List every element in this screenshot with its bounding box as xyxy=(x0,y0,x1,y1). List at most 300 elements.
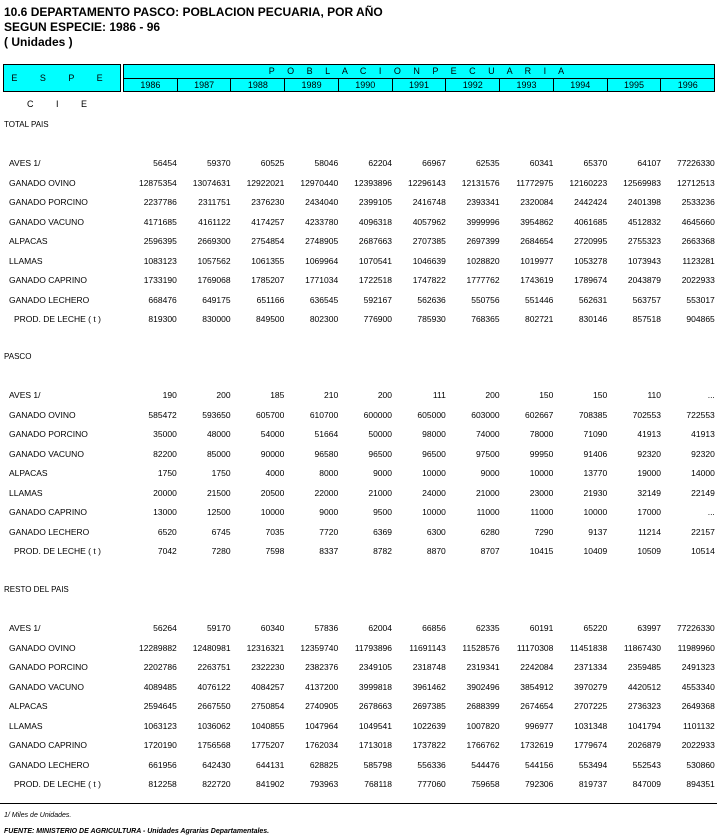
cell-value: 62335 xyxy=(475,623,500,633)
cell-value: 77226330 xyxy=(676,158,715,168)
cell-value: 2697385 xyxy=(412,701,446,711)
cell-value: 2740905 xyxy=(305,701,339,711)
year-header-1993: 1993 xyxy=(500,79,554,92)
cell-value: 12480981 xyxy=(192,642,231,653)
page-subtitle: SEGUN ESPECIE: 1986 - 96 xyxy=(4,20,161,34)
cell-value: 63997 xyxy=(637,623,661,633)
cell-value: 1756568 xyxy=(197,740,231,750)
cell-value: 9500 xyxy=(373,507,392,517)
cell-value: 59170 xyxy=(206,623,231,633)
cell-value: 6280 xyxy=(480,526,500,537)
cell-value: 59370 xyxy=(206,158,231,168)
cell-value: 3902496 xyxy=(466,681,500,692)
cell-value: 562631 xyxy=(578,294,608,305)
cell-value: 722553 xyxy=(686,409,715,420)
cell-value: 4233780 xyxy=(305,216,339,227)
cell-value: 651166 xyxy=(256,294,285,305)
cell-value: 66967 xyxy=(422,158,446,168)
table-row xyxy=(0,681,717,693)
cell-value: 3999996 xyxy=(466,216,500,227)
cell-value: 35000 xyxy=(153,429,177,439)
cell-value: 190 xyxy=(162,390,177,400)
cell-value: 2667550 xyxy=(197,701,231,711)
cell-value: 6369 xyxy=(373,526,392,537)
table-row xyxy=(0,389,717,401)
cell-value: 10409 xyxy=(583,546,608,556)
cell-value: 1722518 xyxy=(358,275,392,285)
table-row xyxy=(0,274,717,286)
cell-value: 4553340 xyxy=(681,681,715,692)
cell-value: 1031348 xyxy=(574,720,608,731)
cell-value: 97500 xyxy=(475,448,500,459)
cell-value: 7042 xyxy=(157,546,177,556)
cell-value: 11000 xyxy=(530,507,554,517)
cell-value: 1762034 xyxy=(305,740,339,750)
cell-value: 11989960 xyxy=(677,642,715,653)
cell-value: 551446 xyxy=(525,294,554,305)
cell-value: 1747822 xyxy=(412,275,446,285)
table-row xyxy=(0,642,717,654)
cell-value: 768365 xyxy=(471,314,500,324)
cell-value: 1769068 xyxy=(197,275,231,285)
cell-value: 10000 xyxy=(529,468,554,478)
year-header-1995: 1995 xyxy=(608,79,662,92)
row-label: LLAMAS xyxy=(9,720,43,731)
table-row xyxy=(0,255,717,267)
cell-value: 11691143 xyxy=(409,642,446,653)
cell-value: 1036062 xyxy=(197,720,231,731)
cell-value: 2720995 xyxy=(574,236,608,246)
cell-value: 600000 xyxy=(363,409,392,420)
cell-value: 6520 xyxy=(157,526,177,537)
cell-value: 7290 xyxy=(534,526,554,537)
row-label: AVES 1/ xyxy=(9,158,41,168)
cell-value: 12316321 xyxy=(246,642,285,653)
table-row xyxy=(0,661,717,673)
table-row xyxy=(0,467,717,479)
table-row xyxy=(0,506,717,518)
cell-value: 23000 xyxy=(529,487,554,498)
cell-value: 3970279 xyxy=(574,681,608,692)
cell-value: 1063123 xyxy=(143,720,177,731)
cell-value: 2322230 xyxy=(251,662,285,672)
cell-value: 9000 xyxy=(319,507,339,517)
cell-value: 819737 xyxy=(578,779,608,789)
cell-value: 9000 xyxy=(480,468,500,478)
cell-value: 20000 xyxy=(153,487,177,498)
cell-value: 2663368 xyxy=(681,236,715,246)
cell-value: 24000 xyxy=(422,487,446,498)
table-row xyxy=(0,526,717,538)
cell-value: 553494 xyxy=(578,759,608,770)
section-heading-resto-del-pais: RESTO DEL PAIS xyxy=(4,585,69,594)
cell-value: 552543 xyxy=(632,759,661,770)
cell-value: 2401398 xyxy=(627,197,661,207)
cell-value: ... xyxy=(707,390,715,400)
cell-value: 1046639 xyxy=(412,255,446,266)
cell-value: 11214 xyxy=(637,526,661,537)
cell-value: 830000 xyxy=(202,314,231,324)
cell-value: 849500 xyxy=(256,314,285,324)
year-header-1992: 1992 xyxy=(446,79,500,92)
cell-value: 7035 xyxy=(265,526,285,537)
cell-value: 4084257 xyxy=(251,681,285,692)
cell-value: 12131576 xyxy=(461,177,500,188)
cell-value: 553017 xyxy=(686,294,715,305)
cell-value: 841902 xyxy=(256,779,285,789)
cell-value: 1073943 xyxy=(627,255,661,266)
cell-value: 1713018 xyxy=(358,740,392,750)
cell-value: 1737822 xyxy=(412,740,446,750)
cell-value: 11528576 xyxy=(462,642,500,653)
cell-value: 1028820 xyxy=(466,255,500,266)
cell-value: 2750854 xyxy=(251,701,285,711)
cell-value: 7720 xyxy=(319,526,339,537)
cell-value: 65370 xyxy=(583,158,608,168)
row-label: ALPACAS xyxy=(9,236,48,246)
cell-value: 96580 xyxy=(314,448,339,459)
cell-value: 642430 xyxy=(202,759,231,770)
cell-value: 56454 xyxy=(153,158,177,168)
cell-value: 1733190 xyxy=(143,275,177,285)
cell-value: 708385 xyxy=(578,409,608,420)
cell-value: 22000 xyxy=(314,487,339,498)
cell-value: 4057962 xyxy=(412,216,446,227)
cell-value: 150 xyxy=(593,390,608,400)
cell-value: 82200 xyxy=(153,448,177,459)
cell-value: 7280 xyxy=(211,546,231,556)
cell-value: 6745 xyxy=(211,526,231,537)
cell-value: ... xyxy=(707,507,715,517)
cell-value: 9000 xyxy=(373,468,392,478)
cell-value: 150 xyxy=(539,390,554,400)
cell-value: 4171685 xyxy=(143,216,177,227)
cell-value: 11170308 xyxy=(516,642,554,653)
cell-value: 1070541 xyxy=(358,255,392,266)
cell-value: 58046 xyxy=(314,158,339,168)
cell-value: 2674654 xyxy=(520,701,554,711)
cell-value: 62204 xyxy=(368,158,392,168)
cell-value: 2022933 xyxy=(681,275,715,285)
cell-value: 4076122 xyxy=(197,681,231,692)
table-row xyxy=(0,294,717,306)
cell-value: 4000 xyxy=(265,468,285,478)
row-label: GANADO PORCINO xyxy=(9,662,88,672)
cell-value: 10509 xyxy=(637,546,661,556)
cell-value: 10514 xyxy=(691,546,715,556)
cell-value: 7598 xyxy=(265,546,285,556)
cell-value: 2318748 xyxy=(412,662,446,672)
cell-value: 996977 xyxy=(525,720,554,731)
cell-value: 4420512 xyxy=(627,681,661,692)
cell-value: 14000 xyxy=(691,468,715,478)
cell-value: 56264 xyxy=(153,623,177,633)
cell-value: 60340 xyxy=(260,623,285,633)
cell-value: 904865 xyxy=(686,314,715,324)
row-label: GANADO PORCINO xyxy=(9,429,88,439)
cell-value: 11451838 xyxy=(570,642,608,653)
cell-value: 562636 xyxy=(417,294,446,305)
cell-value: 4061685 xyxy=(574,216,608,227)
cell-value: 644131 xyxy=(256,759,285,770)
cell-value: 21000 xyxy=(368,487,392,498)
cell-value: 592167 xyxy=(363,294,392,305)
cell-value: 10415 xyxy=(529,546,554,556)
row-label: ALPACAS xyxy=(9,468,48,478)
row-label: GANADO LECHERO xyxy=(9,759,90,770)
cell-value: 1047964 xyxy=(305,720,339,731)
header-years xyxy=(123,79,715,92)
cell-value: 2393341 xyxy=(466,197,500,207)
cell-value: 1041794 xyxy=(627,720,661,731)
cell-value: 62004 xyxy=(368,623,392,633)
cell-value: 1019977 xyxy=(520,255,554,266)
cell-value: 2533236 xyxy=(681,197,715,207)
cell-value: 6300 xyxy=(426,526,446,537)
year-header-1990: 1990 xyxy=(339,79,393,92)
cell-value: 2707225 xyxy=(574,701,608,711)
cell-value: 78000 xyxy=(529,429,554,439)
cell-value: 2687663 xyxy=(358,236,392,246)
cell-value: 1022639 xyxy=(412,720,446,731)
cell-value: 776900 xyxy=(363,314,392,324)
cell-value: 2442424 xyxy=(574,197,608,207)
row-label: GANADO CAPRINO xyxy=(9,740,87,750)
cell-value: 71090 xyxy=(583,429,608,439)
cell-value: 1720190 xyxy=(143,740,177,750)
cell-value: 110 xyxy=(647,390,661,400)
cell-value: 4161122 xyxy=(198,216,231,227)
cell-value: 65220 xyxy=(583,623,608,633)
row-label: PROD. DE LECHE ( t ) xyxy=(14,314,101,324)
cell-value: 544476 xyxy=(471,759,500,770)
cell-value: 10000 xyxy=(260,507,285,517)
cell-value: 4645660 xyxy=(681,216,715,227)
row-label: GANADO PORCINO xyxy=(9,197,88,207)
header-especie: E S P E C I E xyxy=(3,64,121,92)
row-label: GANADO VACUNO xyxy=(9,681,84,692)
cell-value: 2736323 xyxy=(627,701,661,711)
cell-value: 200 xyxy=(216,390,231,400)
cell-value: 8707 xyxy=(480,546,500,556)
cell-value: 90000 xyxy=(260,448,285,459)
row-label: PROD. DE LECHE ( t ) xyxy=(14,779,101,789)
cell-value: 605700 xyxy=(256,409,285,420)
cell-value: 85000 xyxy=(206,448,231,459)
cell-value: 60341 xyxy=(529,158,554,168)
cell-value: 768118 xyxy=(364,779,392,789)
cell-value: 802721 xyxy=(525,314,554,324)
year-header-1988: 1988 xyxy=(231,79,285,92)
cell-value: 1779674 xyxy=(574,740,608,750)
header-poblacion: P O B L A C I O N P E C U A R I A xyxy=(123,64,715,79)
row-label: LLAMAS xyxy=(9,255,43,266)
cell-value: 603000 xyxy=(471,409,500,420)
cell-value: 812258 xyxy=(148,779,177,789)
cell-value: 585798 xyxy=(363,759,392,770)
cell-value: 2399105 xyxy=(358,197,392,207)
cell-value: 60191 xyxy=(529,623,554,633)
cell-value: 2349105 xyxy=(358,662,392,672)
footer-divider xyxy=(0,803,717,804)
footnote: 1/ Miles de Unidades. xyxy=(4,812,72,819)
cell-value: 12359740 xyxy=(300,642,339,653)
cell-value: 41913 xyxy=(637,429,661,439)
cell-value: 1771034 xyxy=(305,275,339,285)
cell-value: 12970440 xyxy=(300,177,339,188)
cell-value: 91406 xyxy=(583,448,608,459)
cell-value: 92320 xyxy=(637,448,661,459)
cell-value: 200 xyxy=(485,390,500,400)
cell-value: 51664 xyxy=(314,429,339,439)
source-note: FUENTE: MINISTERIO DE AGRICULTURA - Unidades Agrarias Departamentales. xyxy=(4,828,270,835)
cell-value: 759658 xyxy=(471,779,500,789)
table-row xyxy=(0,177,717,189)
cell-value: 3954862 xyxy=(520,216,554,227)
cell-value: 1732619 xyxy=(520,740,554,750)
cell-value: 2319341 xyxy=(466,662,500,672)
units-caption: ( Unidades ) xyxy=(4,35,73,49)
table-row xyxy=(0,759,717,771)
cell-value: 3854912 xyxy=(520,681,554,692)
cell-value: 1766762 xyxy=(466,740,500,750)
cell-value: 11867430 xyxy=(623,642,661,653)
cell-value: 12712513 xyxy=(676,177,715,188)
cell-value: 857518 xyxy=(632,314,661,324)
cell-value: 8000 xyxy=(319,468,339,478)
cell-value: 99950 xyxy=(529,448,554,459)
cell-value: 4089485 xyxy=(143,681,177,692)
cell-value: 2202786 xyxy=(143,662,177,672)
cell-value: 54000 xyxy=(260,429,285,439)
cell-value: 12160223 xyxy=(569,177,608,188)
cell-value: 185 xyxy=(270,390,285,400)
table-row xyxy=(0,622,717,634)
cell-value: 2382376 xyxy=(305,662,339,672)
cell-value: 62535 xyxy=(475,158,500,168)
cell-value: 200 xyxy=(377,390,392,400)
table-row xyxy=(0,778,717,790)
cell-value: 822720 xyxy=(202,779,231,789)
cell-value: 21500 xyxy=(206,487,231,498)
cell-value: 11793896 xyxy=(354,642,392,653)
cell-value: 50000 xyxy=(368,429,392,439)
row-label: GANADO OVINO xyxy=(9,642,76,653)
table-row xyxy=(0,487,717,499)
cell-value: 1040855 xyxy=(251,720,285,731)
table-row xyxy=(0,313,717,325)
cell-value: 1750 xyxy=(157,468,177,478)
cell-value: 21000 xyxy=(475,487,500,498)
cell-value: 563757 xyxy=(632,294,661,305)
row-label: GANADO CAPRINO xyxy=(9,275,87,285)
cell-value: 2596395 xyxy=(143,236,177,246)
cell-value: 1049541 xyxy=(358,720,392,731)
cell-value: 819300 xyxy=(148,314,177,324)
cell-value: 12500 xyxy=(206,507,231,517)
cell-value: 593650 xyxy=(202,409,231,420)
cell-value: 2242084 xyxy=(520,662,554,672)
cell-value: 13074631 xyxy=(192,177,231,188)
cell-value: 13770 xyxy=(583,468,608,478)
row-label: GANADO VACUNO xyxy=(9,216,84,227)
cell-value: 777060 xyxy=(417,779,446,789)
cell-value: 4096318 xyxy=(358,216,392,227)
cell-value: 13000 xyxy=(153,507,177,517)
cell-value: 12289882 xyxy=(138,642,177,653)
cell-value: 2754854 xyxy=(251,236,285,246)
cell-value: 1069964 xyxy=(305,255,339,266)
cell-value: 3999818 xyxy=(358,681,392,692)
cell-value: 830146 xyxy=(578,314,608,324)
cell-value: 702553 xyxy=(632,409,661,420)
row-label: PROD. DE LECHE ( t ) xyxy=(14,546,101,556)
cell-value: 2263751 xyxy=(197,662,231,672)
cell-value: 792306 xyxy=(525,779,554,789)
cell-value: 2320084 xyxy=(520,197,554,207)
cell-value: 2237786 xyxy=(143,197,177,207)
cell-value: 10000 xyxy=(583,507,608,517)
cell-value: 12296143 xyxy=(407,177,446,188)
row-label: GANADO CAPRINO xyxy=(9,507,87,517)
cell-value: 793963 xyxy=(309,779,339,789)
cell-value: 2688399 xyxy=(466,701,500,711)
cell-value: 544156 xyxy=(525,759,554,770)
cell-value: 802300 xyxy=(309,314,339,324)
cell-value: 2649368 xyxy=(681,701,715,711)
page-title: 10.6 DEPARTAMENTO PASCO: POBLACION PECUARIA, POR AÑO xyxy=(4,5,383,19)
table-row xyxy=(0,720,717,732)
year-header-1994: 1994 xyxy=(554,79,608,92)
cell-value: 210 xyxy=(324,390,339,400)
cell-value: 10000 xyxy=(422,468,446,478)
cell-value: 2434040 xyxy=(305,197,339,207)
cell-value: 74000 xyxy=(475,429,500,439)
row-label: GANADO OVINO xyxy=(9,177,76,188)
cell-value: 96500 xyxy=(422,448,446,459)
cell-value: 550756 xyxy=(471,294,500,305)
cell-value: 12569983 xyxy=(623,177,661,188)
table-row xyxy=(0,448,717,460)
cell-value: 12922021 xyxy=(246,177,285,188)
row-label: LLAMAS xyxy=(9,487,43,498)
cell-value: 1789674 xyxy=(574,275,608,285)
cell-value: 1101132 xyxy=(682,720,715,731)
row-label: AVES 1/ xyxy=(9,390,41,400)
cell-value: 1743619 xyxy=(520,275,554,285)
cell-value: 2022933 xyxy=(681,740,715,750)
table-row xyxy=(0,545,717,557)
cell-value: 8782 xyxy=(373,546,392,556)
cell-value: 66856 xyxy=(422,623,446,633)
cell-value: 605000 xyxy=(417,409,446,420)
cell-value: 628825 xyxy=(309,759,339,770)
cell-value: 10000 xyxy=(422,507,446,517)
cell-value: 2371334 xyxy=(574,662,608,672)
cell-value: 668476 xyxy=(148,294,177,305)
cell-value: 649175 xyxy=(202,294,231,305)
cell-value: 4512832 xyxy=(627,216,661,227)
cell-value: 12875354 xyxy=(138,177,177,188)
cell-value: 2416748 xyxy=(412,197,446,207)
row-label: GANADO LECHERO xyxy=(9,294,90,305)
cell-value: 60525 xyxy=(260,158,285,168)
cell-value: 2684654 xyxy=(520,236,554,246)
year-header-1996: 1996 xyxy=(661,79,715,92)
row-label: ALPACAS xyxy=(9,701,48,711)
cell-value: 4174257 xyxy=(251,216,285,227)
cell-value: 2697399 xyxy=(466,236,500,246)
